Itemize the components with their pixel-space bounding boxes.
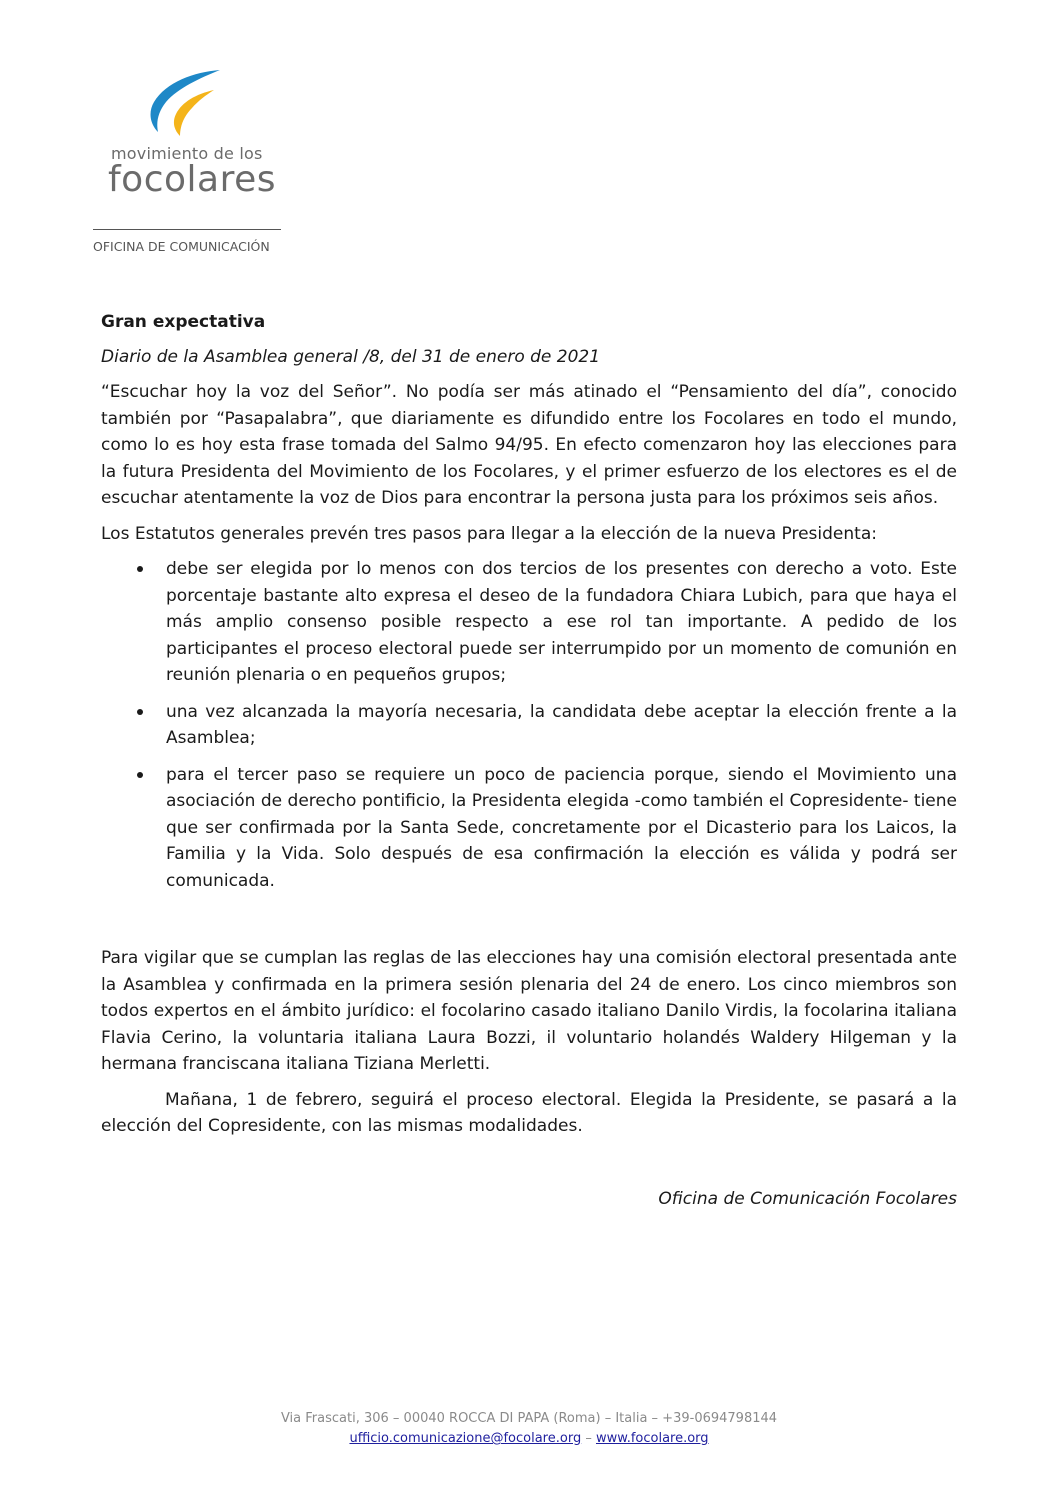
footer-separator: –: [585, 1431, 592, 1446]
paragraph-commission: Para vigilar que se cumplan las reglas de las elecciones hay una comisión electoral presentada ante la Asamblea y confirmada en la primera sesión plenaria del 24 de enero. Los cinco miembros son todos expertos en el ámbito jurídico: el focolarino casado italiano Danilo Virdis, la focolarina italiana Flavia Cerino, la voluntaria italiana Laura Bozzi, il voluntario holandés Waldery Hilgeman y la hermana franciscana italiana Tiziana Merletti.: [101, 948, 957, 1074]
footer-links: [0, 1429, 1058, 1449]
article-title: Gran expectativa: [101, 312, 266, 332]
spacer: [101, 904, 957, 945]
logo-tagline: movimiento de los: [111, 144, 263, 163]
website-link[interactable]: www.focolare.org: [595, 1431, 709, 1446]
bullet-icon: [137, 772, 143, 778]
bullet-icon: [137, 709, 143, 715]
focolare-flame-logo-icon: [144, 68, 228, 138]
logo-name: focolares: [108, 159, 276, 200]
office-label: OFICINA DE COMUNICACIÓN: [93, 239, 270, 254]
list-item-text: una vez alcanzada la mayoría necesaria, la candidata debe aceptar la elección frente a la Asamblea;: [166, 701, 957, 748]
footer-address: Via Frascati, 306 – 00040 ROCCA DI PAPA (Roma) – Italia – +39-0694798144: [280, 1411, 778, 1426]
steps-list: [101, 556, 957, 894]
email-link[interactable]: ufficio.comunicazione@focolare.org: [349, 1431, 582, 1446]
list-item-text: para el tercer paso se requiere un poco de paciencia porque, siendo el Movimiento una asociación de derecho pontificio, la Presidenta elegida -como también el Copresidente- tiene que ser confirmada por la Santa Sede, concretamente por el Dicasterio para los Laicos, la Familia y la Vida. Solo después de esa confirmación la elección es válida y podrá ser comunicada.: [166, 764, 957, 891]
list-item-text: debe ser elegida por lo menos con dos tercios de los presentes con derecho a voto. Este porcentaje bastante alto expresa el deseo de la fundadora Chiara Lubich, para que haya el más amplio consenso posible respecto a ese rol tan importante. A pedido de los participantes el proceso electoral puede ser interrumpido por un momento de comunión en reunión plenaria o en pequeños grupos;: [166, 559, 957, 685]
bullet-icon: [137, 566, 143, 572]
paragraph-tomorrow: Mañana, 1 de febrero, seguirá el proceso electoral. Elegida la Presidente, se pasará a la elección del Copresidente, con las mismas modalidades.: [101, 1089, 957, 1136]
paragraph-intro: “Escuchar hoy la voz del Señor”. No podía ser más atinado el “Pensamiento del día”, conocido también por “Pasapalabra”, que diariamente es difundido entre los Focolares en todo el mundo, como lo es hoy esta frase tomada del Salmo 94/95. En efecto comenzaron hoy las elecciones para la futura Presidenta del Movimiento de los Focolares, y el primer esfuerzo de los electores es el de escuchar atentamente la voz de Dios para encontrar la persona justa para los próximos seis años.: [101, 382, 957, 508]
header-divider: [93, 229, 281, 230]
article-body: [101, 309, 957, 1212]
footer: [0, 1409, 1058, 1449]
paragraph-statutes: Los Estatutos generales prevén tres pasos para llegar a la elección de la nueva Presidenta:: [101, 523, 877, 544]
article-subtitle: Diario de la Asamblea general /8, del 31 de enero de 2021: [101, 346, 601, 367]
signature: Oficina de Comunicación Focolares: [658, 1188, 957, 1209]
list-item: [101, 699, 957, 752]
list-item: [101, 556, 957, 689]
list-item: [101, 762, 957, 895]
